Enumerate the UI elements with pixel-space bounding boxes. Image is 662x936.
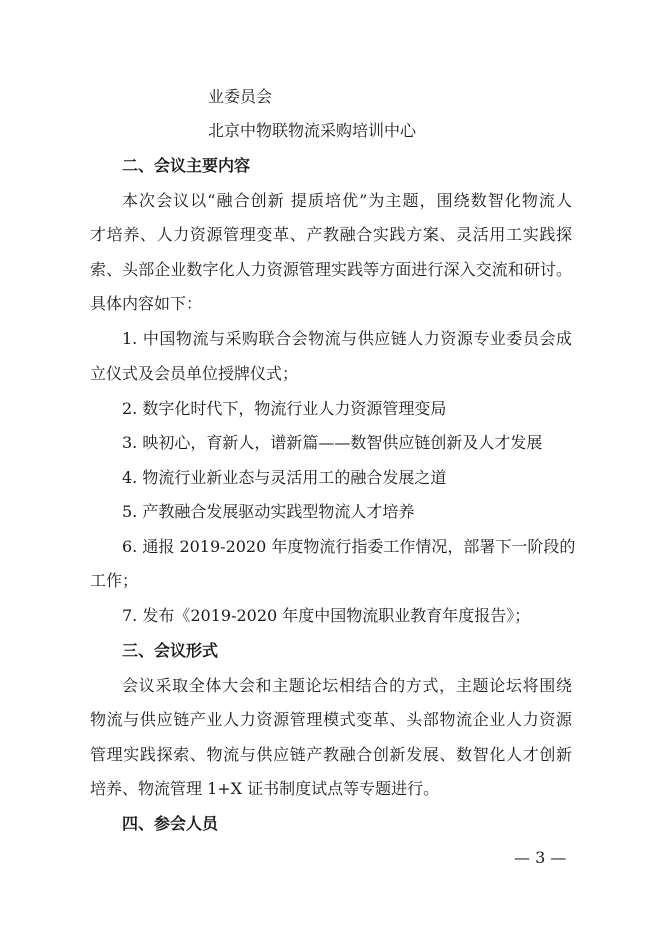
- paragraph-line: 会议采取全体大会和主题论坛相结合的方式，主题论坛将围绕: [122, 676, 572, 695]
- paragraph-line: 具体内容如下：: [90, 294, 203, 313]
- organizer-line-2: 北京中物联物流采购培训中心: [208, 121, 417, 140]
- paragraph-line: 培养、物流管理 1+X 证书制度试点等专题进行。: [90, 779, 440, 798]
- page-number: — 3 —: [514, 848, 567, 867]
- list-item: 6. 通报 2019-2020 年度物流行指委工作情况，部署下一阶段的: [122, 537, 576, 556]
- section-2-heading: 二、会议主要内容: [122, 156, 251, 175]
- paragraph-line: 才培养、人力资源管理变革、产教融合实践方案、灵活用工实践探: [90, 225, 572, 244]
- list-item: 2. 数字化时代下，物流行业人力资源管理变局: [122, 399, 447, 418]
- organizer-line-1: 业委员会: [208, 87, 273, 106]
- list-item: 5. 产教融合发展驱动实践型物流人才培养: [122, 502, 415, 521]
- section-3-heading: 三、会议形式: [122, 641, 219, 660]
- list-item: 1. 中国物流与采购联合会物流与供应链人力资源专业委员会成: [122, 329, 572, 348]
- paragraph-line: 管理实践探索、物流与供应链产教融合创新发展、数智化人才创新: [90, 745, 572, 764]
- list-item: 4. 物流行业新业态与灵活用工的融合发展之道: [122, 468, 447, 487]
- paragraph-line: 索、头部企业数字化人力资源管理实践等方面进行深入交流和研讨。: [90, 260, 572, 279]
- section-4-heading: 四、参会人员: [122, 814, 219, 833]
- list-item-continued: 工作；: [90, 571, 139, 590]
- list-item-continued: 立仪式及会员单位授牌仪式；: [90, 364, 299, 383]
- paragraph-line: 本次会议以“融合创新 提质培优”为主题，围绕数智化物流人: [122, 191, 572, 210]
- list-item: 3. 映初心，育新人，谱新篇——数智供应链创新及人才发展: [122, 433, 543, 452]
- list-item: 7. 发布《2019-2020 年度中国物流职业教育年度报告》；: [122, 606, 531, 625]
- paragraph-line: 物流与供应链产业人力资源管理模式变革、头部物流企业人力资源: [90, 710, 572, 729]
